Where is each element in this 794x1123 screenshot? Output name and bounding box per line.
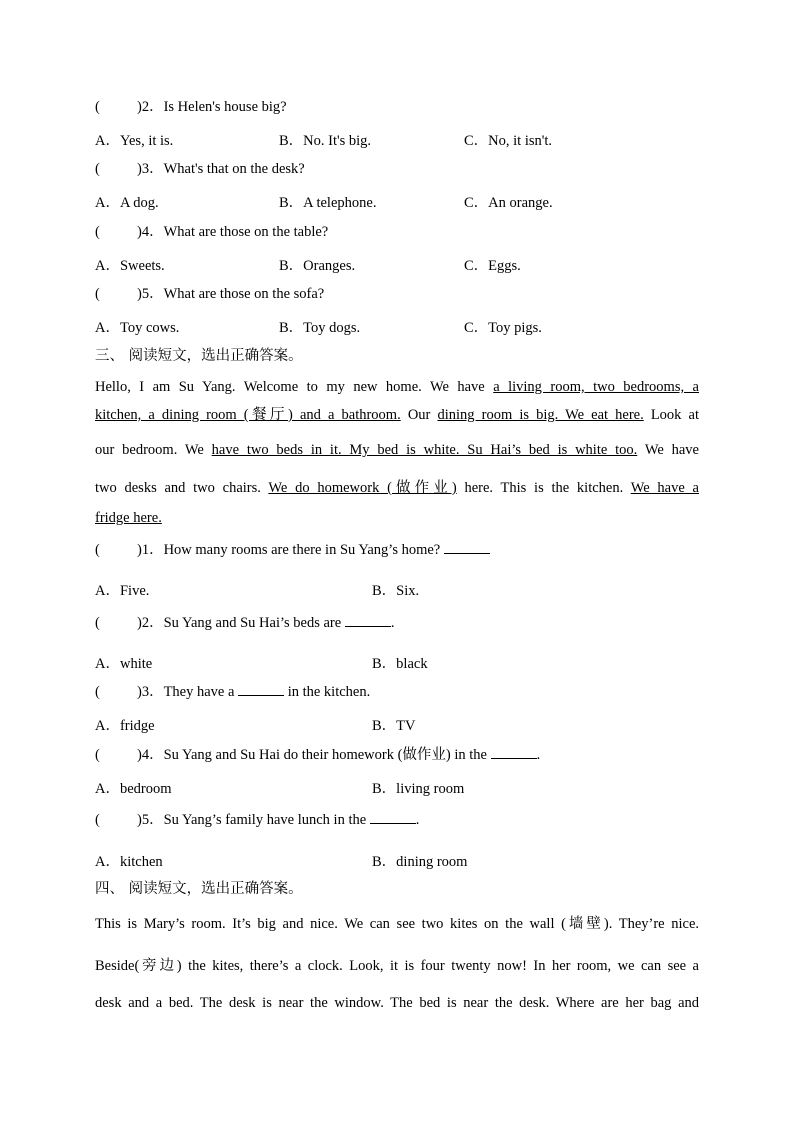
answer-paren: (: [95, 99, 100, 115]
option-b: B．A telephone.: [279, 195, 377, 211]
question-row: ( )2．Su Yang and Su Hai’s beds are .: [95, 615, 395, 631]
question-row: ( )2．Is Helen's house big?: [95, 99, 287, 115]
question-row: ( )5．Su Yang’s family have lunch in the .: [95, 812, 420, 828]
option-a: A．kitchen: [95, 854, 163, 870]
option-a: A．Yes, it is.: [95, 133, 174, 149]
option-a: A．fridge: [95, 718, 155, 734]
option-a: A．white: [95, 656, 153, 672]
question-row: ( )1．How many rooms are there in Su Yang’s home?: [95, 541, 699, 559]
answer-paren: (: [95, 224, 100, 240]
answer-blank: [370, 811, 416, 824]
option-b: B．Oranges.: [279, 258, 356, 274]
option-a: A．Five.: [95, 583, 150, 599]
option-a: A．A dog.: [95, 195, 159, 211]
option-b: B．Toy dogs.: [279, 320, 361, 336]
option-b: B．dining room: [372, 854, 468, 870]
answer-paren: (: [95, 286, 100, 302]
option-b: B．Six.: [372, 583, 420, 599]
question-row: ( )3．What's that on the desk?: [95, 161, 305, 177]
question-row: ( )4．Su Yang and Su Hai do their homework (做作业) in the .: [95, 747, 541, 763]
option-c: C．An orange.: [464, 195, 553, 211]
answer-paren: (: [95, 161, 100, 177]
answer-blank: [345, 614, 391, 627]
option-a: A．Toy cows.: [95, 320, 180, 336]
option-a: A．Sweets.: [95, 258, 165, 274]
section4-heading: 四、 阅读短文，选出正确答案。: [95, 881, 303, 897]
question-row: ( )5．What are those on the sofa?: [95, 286, 325, 302]
answer-blank: [444, 541, 490, 554]
option-c: C．No, it isn't.: [464, 133, 553, 149]
answer-blank: [238, 683, 284, 696]
option-b: B．No. It's big.: [279, 133, 372, 149]
answer-blank: [491, 746, 537, 759]
option-c: C．Toy pigs.: [464, 320, 542, 336]
question-row: ( )3．They have a in the kitchen.: [95, 684, 371, 700]
option-b: B．TV: [372, 718, 416, 734]
section3-heading: 三、 阅读短文，选出正确答案。: [95, 348, 303, 364]
option-b: B．living room: [372, 781, 465, 797]
option-b: B．black: [372, 656, 428, 672]
option-c: C．Eggs.: [464, 258, 521, 274]
question-row: ( )4．What are those on the table?: [95, 224, 329, 240]
option-a: A．bedroom: [95, 781, 172, 797]
